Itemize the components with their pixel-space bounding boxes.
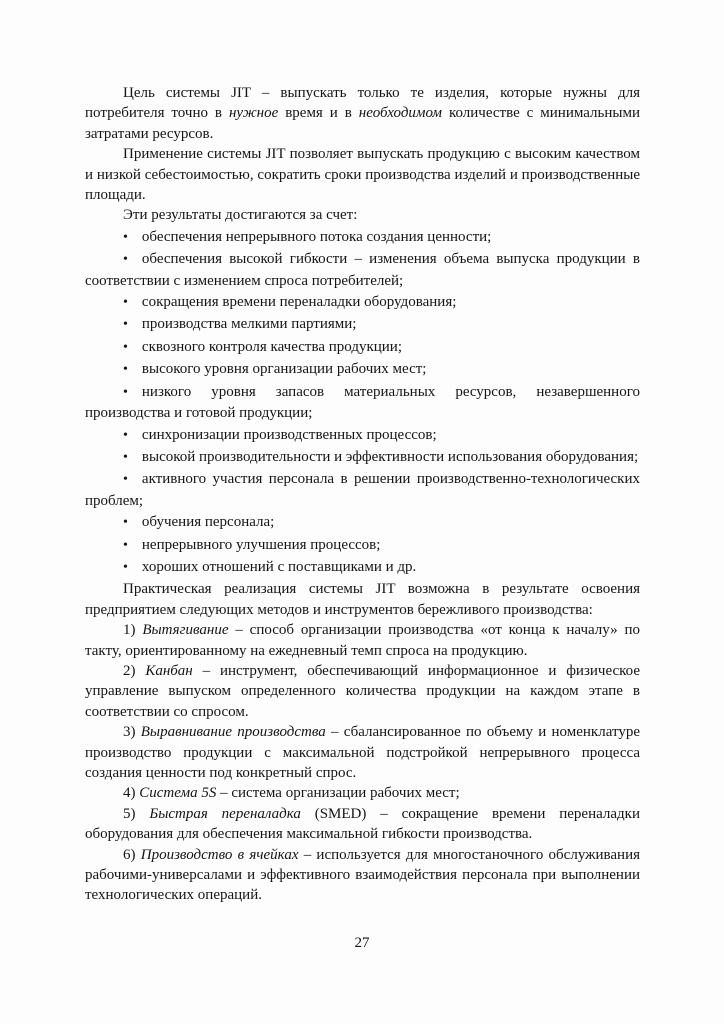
bullet-item [85,425,640,446]
body-text: обеспечения непрерывного потока создания ценности; [141,228,492,245]
paragraph [85,144,640,205]
emphasized-text: Вытягивание [142,622,229,639]
emphasized-text: Производство в ячейках [140,846,299,863]
bullet-icon: • [123,472,128,488]
body-text: Эти результаты достигаются за счет: [123,207,358,224]
body-text: сокращения времени переналадки оборудования; [141,294,457,311]
bullet-item [85,227,640,248]
bullet-icon: • [123,317,128,333]
bullet-item [85,512,640,533]
body-text: производства мелкими партиями; [141,316,357,333]
paragraph [85,205,640,225]
bullet-item [85,535,640,556]
page-content [85,83,640,906]
paragraph [85,83,640,144]
paragraph [85,783,640,803]
bullet-item [85,469,640,511]
body-text: количестве с минимальными затратами ресурсов. [85,105,640,142]
bullet-icon: • [123,427,128,443]
emphasized-text: необходимом [358,105,442,122]
emphasized-text: Система 5S [139,785,217,802]
bullet-icon: • [123,229,128,245]
body-text: (SMED) – сокращение времени переналадки оборудования для обеспечения максимальной гибкости производства. [85,805,640,843]
bullet-icon: • [123,449,128,465]
body-text: обеспечения высокой гибкости – изменения объема выпуска продукции в соответствии с изменением спроса потребителей; [85,251,640,289]
body-text: обучения персонала; [141,514,275,531]
body-text: – сбалансированное по объему и номенклатуре производство продукции с максимальной подстройкой непрерывного процесса создания ценности под конкретный спрос. [85,724,640,781]
paragraph [85,620,640,661]
body-text: время и в [278,105,359,122]
bullet-item [85,314,640,335]
body-text: Практическая реализация системы JIT возможна в результате освоения предприятием следующих методов и инструментов бережливого производства: [85,581,640,618]
paragraph [85,804,640,845]
bullet-icon: • [123,295,128,311]
body-text: активного участия персонала в решении производственно-технологических проблем; [85,471,640,509]
bullet-icon: • [123,252,128,268]
bullet-item [85,359,640,380]
body-text: – используется для многостаночного обслуживания рабочими-универсалами и эффективного взаимодействия персонала при выполнении технологических операций. [85,846,641,904]
bullet-item [85,249,640,291]
emphasized-text: Выравнивание производства [140,724,326,741]
body-text: хороших отношений с поставщиками и др. [141,558,417,575]
paragraph [85,661,640,722]
body-text: 3) [123,724,141,741]
page-number: 27 [354,935,370,951]
bullet-icon: • [123,384,128,400]
bullet-item [85,382,640,424]
body-text: сквозного контроля качества продукции; [141,338,403,355]
paragraph [85,845,640,906]
body-text: 1) [123,622,143,639]
paragraph [85,722,640,783]
body-text: Цель системы JIT – выпускать только те изделия, которые нужны для потребителя точно в [85,85,640,122]
body-text: – инструмент, обеспечивающий информационное и физическое управление выпуском определенного количества продукции на каждом этапе в соответствии со спросом. [85,662,641,720]
bullet-icon: • [123,515,128,531]
bullet-item [85,447,640,468]
emphasized-text: Канбан [145,662,193,679]
emphasized-text: Быстрая переналадка [149,805,301,822]
body-text: 4) [123,785,140,802]
body-text: Применение системы JIT позволяет выпускать продукцию с высоким качеством и низкой себестоимостью, сократить сроки производства изделий и производственные площади. [85,146,640,204]
body-text: непрерывного улучшения процессов; [141,536,381,553]
body-text: высокого уровня организации рабочих мест; [141,361,427,378]
bullet-icon: • [123,339,128,355]
body-text: – система организации рабочих мест; [216,785,460,802]
body-text: – способ организации производства «от конца к началу» по такту, ориентированному на ежедневный темп спроса на продукцию. [85,622,641,659]
body-text: 6) [123,846,141,863]
body-text: 2) [123,662,146,679]
body-text: синхронизации производственных процессов; [141,426,437,443]
bullet-item [85,557,640,578]
bullet-icon: • [123,362,128,378]
emphasized-text: нужное [228,105,279,122]
body-text: 5) [123,805,150,822]
paragraph [85,579,640,620]
body-text: низкого уровня запасов материальных ресурсов, незавершенного производства и готовой продукции; [85,383,640,422]
bullet-icon: • [123,537,128,553]
body-text: высокой производительности и эффективности использования оборудования; [141,448,639,465]
bullet-item [85,292,640,313]
bullet-icon: • [123,559,128,575]
bullet-item [85,337,640,358]
